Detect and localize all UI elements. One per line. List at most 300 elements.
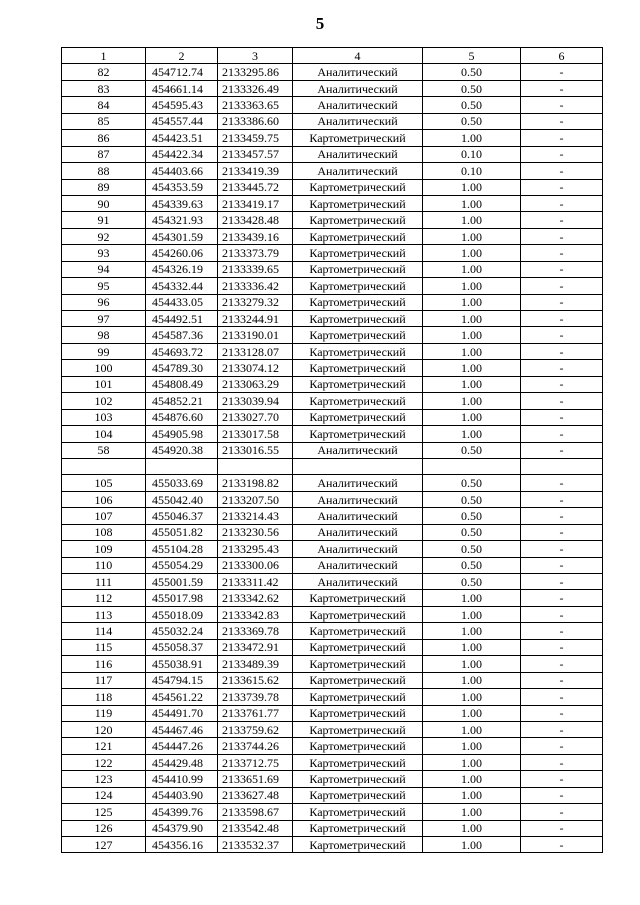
cell-method: Картометрический [293,409,423,425]
cell-y-coordinate: 2133230.56 [218,524,293,540]
table-row [62,787,603,803]
cell-method: Картометрический [293,179,423,195]
cell-accuracy: 1.00 [423,837,521,853]
cell-y-coordinate: 2133542.48 [218,820,293,836]
table-row [62,606,603,622]
cell-x-coordinate: 455033.69 [146,475,218,491]
table-row [62,376,603,392]
header-cell-description: 6 [521,48,603,64]
cell-accuracy: 1.00 [423,738,521,754]
cell-method: Картометрический [293,294,423,310]
cell-description: - [521,64,603,80]
cell-y-coordinate: 2133439.16 [218,228,293,244]
cell-y-coordinate: 2133445.72 [218,179,293,195]
table-row [62,442,603,458]
cell-method: Картометрический [293,606,423,622]
cell-point-number: 85 [62,113,146,129]
cell-point-number: 97 [62,311,146,327]
cell-accuracy: 0.50 [423,524,521,540]
cell-x-coordinate: 455038.91 [146,656,218,672]
cell-point-number: 89 [62,179,146,195]
table-row [62,245,603,261]
cell-method: Картометрический [293,195,423,211]
cell-description: - [521,179,603,195]
cell-accuracy: 0.50 [423,574,521,590]
table-row [62,524,603,540]
cell-point-number: 95 [62,278,146,294]
cell-description: - [521,705,603,721]
cell-x-coordinate: 455051.82 [146,524,218,540]
cell-y-coordinate: 2133419.17 [218,195,293,211]
cell-description: - [521,672,603,688]
cell-y-coordinate: 2133063.29 [218,376,293,392]
cell-point-number: 107 [62,508,146,524]
cell-method: Картометрический [293,771,423,787]
cell-y-coordinate: 2133489.39 [218,656,293,672]
table-row [62,574,603,590]
cell-description [521,458,603,474]
cell-point-number [62,458,146,474]
cell-x-coordinate: 454920.38 [146,442,218,458]
cell-y-coordinate: 2133244.91 [218,311,293,327]
cell-method: Картометрический [293,327,423,343]
cell-x-coordinate: 455058.37 [146,639,218,655]
cell-accuracy: 0.50 [423,475,521,491]
table-row [62,195,603,211]
cell-description: - [521,442,603,458]
cell-accuracy: 0.50 [423,80,521,96]
cell-description: - [521,146,603,162]
cell-y-coordinate: 2133759.62 [218,721,293,737]
header-cell-accuracy: 5 [423,48,521,64]
cell-x-coordinate: 454429.48 [146,754,218,770]
cell-method: Аналитический [293,146,423,162]
cell-point-number: 124 [62,787,146,803]
cell-accuracy: 1.00 [423,393,521,409]
cell-point-number: 82 [62,64,146,80]
cell-method: Аналитический [293,113,423,129]
table-row [62,541,603,557]
cell-y-coordinate: 2133207.50 [218,491,293,507]
table-row [62,97,603,113]
cell-x-coordinate: 454587.36 [146,327,218,343]
cell-method: Картометрический [293,721,423,737]
cell-y-coordinate: 2133627.48 [218,787,293,803]
table-row [62,80,603,96]
cell-point-number: 120 [62,721,146,737]
table-row [62,689,603,705]
table-row [62,426,603,442]
cell-accuracy: 0.10 [423,146,521,162]
cell-description: - [521,508,603,524]
cell-x-coordinate: 455017.98 [146,590,218,606]
table-row [62,64,603,80]
table-row [62,804,603,820]
cell-method: Картометрический [293,311,423,327]
cell-description: - [521,245,603,261]
table-row [62,837,603,853]
table-row [62,146,603,162]
table-row [62,820,603,836]
cell-x-coordinate: 454353.59 [146,179,218,195]
cell-point-number: 101 [62,376,146,392]
cell-description: - [521,771,603,787]
cell-accuracy: 1.00 [423,376,521,392]
cell-accuracy: 1.00 [423,426,521,442]
cell-accuracy: 1.00 [423,228,521,244]
cell-x-coordinate: 454467.46 [146,721,218,737]
cell-point-number: 116 [62,656,146,672]
table-row [62,360,603,376]
cell-x-coordinate: 455046.37 [146,508,218,524]
cell-y-coordinate: 2133342.62 [218,590,293,606]
cell-description: - [521,261,603,277]
cell-y-coordinate: 2133419.39 [218,163,293,179]
cell-x-coordinate: 454693.72 [146,343,218,359]
cell-y-coordinate: 2133712.75 [218,754,293,770]
cell-point-number: 117 [62,672,146,688]
header-cell-x: 2 [146,48,218,64]
cell-accuracy: 1.00 [423,721,521,737]
cell-y-coordinate: 2133027.70 [218,409,293,425]
cell-accuracy: 1.00 [423,179,521,195]
cell-x-coordinate: 454379.90 [146,820,218,836]
cell-description: - [521,195,603,211]
cell-x-coordinate: 455104.28 [146,541,218,557]
cell-method: Картометрический [293,212,423,228]
cell-method [293,458,423,474]
cell-point-number: 87 [62,146,146,162]
cell-accuracy: 0.50 [423,113,521,129]
header-cell-method: 4 [293,48,423,64]
cell-y-coordinate: 2133459.75 [218,130,293,146]
cell-description: - [521,426,603,442]
cell-y-coordinate: 2133017.58 [218,426,293,442]
table-row [62,475,603,491]
cell-point-number: 109 [62,541,146,557]
cell-x-coordinate: 454356.16 [146,837,218,853]
cell-point-number: 110 [62,557,146,573]
cell-description: - [521,311,603,327]
cell-x-coordinate: 454326.19 [146,261,218,277]
cell-x-coordinate: 454423.51 [146,130,218,146]
cell-accuracy: 0.10 [423,163,521,179]
table-row [62,623,603,639]
cell-y-coordinate [218,458,293,474]
cell-method: Картометрический [293,228,423,244]
cell-method: Картометрический [293,639,423,655]
cell-x-coordinate: 454794.15 [146,672,218,688]
cell-description: - [521,409,603,425]
cell-description: - [521,80,603,96]
cell-y-coordinate: 2133279.32 [218,294,293,310]
cell-y-coordinate: 2133744.26 [218,738,293,754]
table-row [62,409,603,425]
cell-y-coordinate: 2133295.43 [218,541,293,557]
cell-description: - [521,376,603,392]
cell-point-number: 100 [62,360,146,376]
cell-description: - [521,97,603,113]
table-row [62,294,603,310]
table-row [62,656,603,672]
cell-method: Картометрический [293,426,423,442]
cell-point-number: 98 [62,327,146,343]
cell-point-number: 84 [62,97,146,113]
cell-y-coordinate: 2133336.42 [218,278,293,294]
table-row [62,639,603,655]
cell-y-coordinate: 2133369.78 [218,623,293,639]
cell-x-coordinate: 454852.21 [146,393,218,409]
page-number: 5 [315,14,325,33]
cell-y-coordinate: 2133615.62 [218,672,293,688]
table-row [62,491,603,507]
cell-y-coordinate: 2133598.67 [218,804,293,820]
cell-x-coordinate: 454403.90 [146,787,218,803]
table-row [62,672,603,688]
cell-y-coordinate: 2133472.91 [218,639,293,655]
cell-method: Аналитический [293,475,423,491]
cell-point-number: 125 [62,804,146,820]
cell-point-number: 58 [62,442,146,458]
cell-point-number: 113 [62,606,146,622]
cell-point-number: 96 [62,294,146,310]
table-row [62,557,603,573]
cell-point-number: 123 [62,771,146,787]
header-row [62,48,603,64]
cell-y-coordinate: 2133128.07 [218,343,293,359]
cell-method: Картометрический [293,393,423,409]
cell-y-coordinate: 2133039.94 [218,393,293,409]
cell-accuracy: 1.00 [423,360,521,376]
table-row [62,508,603,524]
cell-method: Картометрический [293,754,423,770]
cell-accuracy: 0.50 [423,508,521,524]
cell-description: - [521,787,603,803]
cell-point-number: 115 [62,639,146,655]
cell-point-number: 106 [62,491,146,507]
cell-description: - [521,130,603,146]
cell-accuracy: 1.00 [423,195,521,211]
cell-accuracy: 0.50 [423,491,521,507]
cell-accuracy: 1.00 [423,623,521,639]
table-row [62,738,603,754]
cell-x-coordinate: 454876.60 [146,409,218,425]
cell-point-number: 122 [62,754,146,770]
table-row [62,343,603,359]
cell-method: Картометрический [293,245,423,261]
cell-description: - [521,804,603,820]
cell-point-number: 99 [62,343,146,359]
header-cell-y: 3 [218,48,293,64]
cell-x-coordinate: 454399.76 [146,804,218,820]
cell-point-number: 105 [62,475,146,491]
cell-description: - [521,393,603,409]
cell-point-number: 112 [62,590,146,606]
cell-method: Картометрический [293,738,423,754]
cell-point-number: 86 [62,130,146,146]
cell-accuracy: 1.00 [423,327,521,343]
cell-method: Аналитический [293,524,423,540]
cell-description: - [521,491,603,507]
table-row [62,393,603,409]
cell-y-coordinate: 2133074.12 [218,360,293,376]
cell-method: Аналитический [293,97,423,113]
cell-x-coordinate: 454661.14 [146,80,218,96]
table-row [62,721,603,737]
cell-description: - [521,557,603,573]
cell-accuracy: 1.00 [423,409,521,425]
cell-x-coordinate: 454557.44 [146,113,218,129]
cell-y-coordinate: 2133761.77 [218,705,293,721]
cell-y-coordinate: 2133339.65 [218,261,293,277]
cell-description: - [521,606,603,622]
cell-method: Аналитический [293,557,423,573]
cell-accuracy: 1.00 [423,820,521,836]
cell-accuracy: 1.00 [423,804,521,820]
table-row [62,705,603,721]
cell-description: - [521,360,603,376]
cell-method: Аналитический [293,491,423,507]
cell-x-coordinate: 454789.30 [146,360,218,376]
table-row [62,754,603,770]
cell-accuracy: 1.00 [423,294,521,310]
cell-x-coordinate: 455032.24 [146,623,218,639]
cell-method: Аналитический [293,508,423,524]
cell-description: - [521,113,603,129]
cell-method: Картометрический [293,656,423,672]
cell-y-coordinate: 2133326.49 [218,80,293,96]
cell-y-coordinate: 2133300.06 [218,557,293,573]
cell-accuracy: 1.00 [423,278,521,294]
cell-x-coordinate: 454433.05 [146,294,218,310]
table-row [62,458,603,474]
cell-x-coordinate: 454339.63 [146,195,218,211]
cell-description: - [521,475,603,491]
cell-method: Картометрический [293,130,423,146]
cell-accuracy: 1.00 [423,672,521,688]
cell-y-coordinate: 2133532.37 [218,837,293,853]
cell-accuracy: 1.00 [423,311,521,327]
header-cell-point: 1 [62,48,146,64]
cell-description: - [521,212,603,228]
cell-accuracy: 1.00 [423,656,521,672]
cell-point-number: 90 [62,195,146,211]
cell-point-number: 88 [62,163,146,179]
cell-point-number: 119 [62,705,146,721]
cell-x-coordinate: 455042.40 [146,491,218,507]
cell-x-coordinate: 454561.22 [146,689,218,705]
cell-accuracy: 0.50 [423,97,521,113]
cell-method: Аналитический [293,541,423,557]
cell-point-number: 121 [62,738,146,754]
cell-x-coordinate: 454447.26 [146,738,218,754]
cell-accuracy: 0.50 [423,442,521,458]
cell-accuracy: 1.00 [423,245,521,261]
cell-method: Картометрический [293,705,423,721]
cell-accuracy: 1.00 [423,606,521,622]
cell-y-coordinate: 2133428.48 [218,212,293,228]
cell-y-coordinate: 2133739.78 [218,689,293,705]
coordinates-table-body [62,48,603,853]
cell-point-number: 118 [62,689,146,705]
table-row [62,771,603,787]
cell-accuracy: 1.00 [423,639,521,655]
cell-accuracy: 0.50 [423,541,521,557]
cell-y-coordinate: 2133386.60 [218,113,293,129]
cell-description: - [521,327,603,343]
cell-method: Картометрический [293,590,423,606]
cell-method: Аналитический [293,442,423,458]
cell-method: Картометрический [293,672,423,688]
cell-point-number: 93 [62,245,146,261]
cell-description: - [521,574,603,590]
cell-point-number: 83 [62,80,146,96]
cell-point-number: 104 [62,426,146,442]
coordinates-table [61,47,603,853]
cell-description: - [521,294,603,310]
cell-description: - [521,278,603,294]
cell-method: Картометрический [293,623,423,639]
cell-description: - [521,228,603,244]
cell-description: - [521,541,603,557]
cell-x-coordinate: 455018.09 [146,606,218,622]
cell-x-coordinate: 454905.98 [146,426,218,442]
cell-accuracy: 1.00 [423,212,521,228]
table-row [62,228,603,244]
cell-point-number: 92 [62,228,146,244]
cell-point-number: 103 [62,409,146,425]
cell-y-coordinate: 2133651.69 [218,771,293,787]
cell-description: - [521,689,603,705]
cell-x-coordinate: 454403.66 [146,163,218,179]
cell-accuracy: 1.00 [423,130,521,146]
cell-y-coordinate: 2133373.79 [218,245,293,261]
cell-method: Картометрический [293,820,423,836]
cell-y-coordinate: 2133016.55 [218,442,293,458]
cell-accuracy: 1.00 [423,343,521,359]
cell-description: - [521,837,603,853]
cell-point-number: 91 [62,212,146,228]
cell-x-coordinate: 454321.93 [146,212,218,228]
cell-method: Картометрический [293,261,423,277]
cell-y-coordinate: 2133214.43 [218,508,293,524]
cell-description: - [521,524,603,540]
cell-method: Картометрический [293,278,423,294]
cell-accuracy: 1.00 [423,705,521,721]
cell-point-number: 126 [62,820,146,836]
cell-accuracy: 1.00 [423,261,521,277]
cell-point-number: 94 [62,261,146,277]
table-row [62,179,603,195]
cell-y-coordinate: 2133457.57 [218,146,293,162]
table-row [62,590,603,606]
table-row [62,113,603,129]
cell-description: - [521,656,603,672]
cell-y-coordinate: 2133363.65 [218,97,293,113]
cell-description: - [521,721,603,737]
cell-description: - [521,820,603,836]
table-row [62,130,603,146]
table-row [62,212,603,228]
cell-x-coordinate: 455001.59 [146,574,218,590]
cell-method: Картометрический [293,837,423,853]
cell-point-number: 114 [62,623,146,639]
cell-accuracy [423,458,521,474]
table-row [62,278,603,294]
cell-accuracy: 1.00 [423,771,521,787]
cell-method: Аналитический [293,64,423,80]
cell-point-number: 127 [62,837,146,853]
